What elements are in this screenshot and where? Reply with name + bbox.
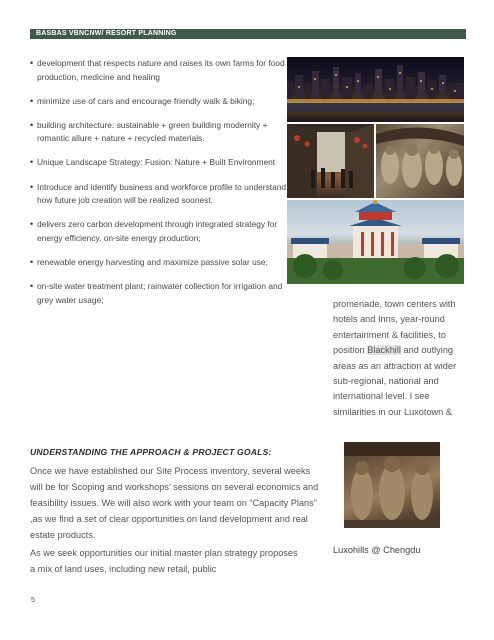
luxohills-sculpture-photo [344,442,440,528]
bullet-item [30,181,288,208]
bullet-item [30,256,288,270]
highlighted-place-name: Blackhill [367,345,401,356]
photo-caption: Luxohills @ Chengdu [333,545,421,555]
stone-carving-photo [376,124,464,198]
bullet-text: renewable energy harvesting and maximize passive solar use; [37,256,268,267]
section-heading: UNDERSTANDING THE APPROACH & PROJECT GOALS: [30,447,272,457]
bullet-text: development that respects nature and raises its own farms for food production, medicine and healing [37,58,285,82]
bullet-text: Introduce and identify business and workforce profile to understand how future job creation will be realized soonest. [37,181,287,206]
bullet-text: delivers zero carbon development through integrated strategy for energy efficiency, on-site energy production; [37,219,278,243]
bullet-text: building architecture: sustainable + green building modernity + romantic allure + nature + recycled materials. [37,119,268,144]
bullet-item [30,156,288,170]
old-street-photo [287,124,374,198]
bullet-text: minimize use of cars and encourage friendly walk & biking; [37,95,255,106]
bullet-icon: • [30,256,34,267]
bullet-icon: • [30,281,34,292]
bullet-icon: • [30,58,34,68]
header-title: BASBAS VBNCNW/ RESORT PLANNING [36,30,177,37]
bullet-item [30,57,288,84]
right-column-text [333,297,465,420]
bullet-icon: • [30,219,34,230]
bullet-list [30,57,288,318]
strategy-paragraph: As we seek opportunities our initial master plan strategy proposes a mix of land uses, including new retail, public [30,548,298,574]
bullet-item [30,280,288,307]
page-number: 5 [31,597,35,604]
right-text-end: and outlying areas as an attraction at wider sub-regional, national and international level. I see similarities in our Luxotown & [333,345,457,417]
bullet-item [30,218,288,245]
bullet-icon: • [30,181,34,192]
header-bar [30,29,466,39]
bullet-icon: • [30,157,34,168]
bullet-icon: • [30,95,34,106]
city-night-photo [287,57,464,122]
bullet-item [30,95,288,109]
approach-paragraph: Once we have established our Site Process inventory, several weeks will be for Scoping and workshops’ sessions on several economics and feasibility issues. We will also work with your team on “Capacity Plans” ,as we find a set of clear opportunities on land development and real estate products. [30,466,319,540]
bullet-text: on-site water treatment plant; rainwater collection for irrigation and grey water usage; [37,281,283,305]
bullet-icon: • [30,119,34,130]
pagoda-building-photo [287,200,464,284]
bullet-text: Unique Landscape Strategy: Fusion: Nature + Built Environment [37,157,276,168]
bullet-item [30,119,288,146]
right-text-start: promenade, town centers with hotels and Inns, year-round entertainment & facilities, to position [333,299,456,356]
